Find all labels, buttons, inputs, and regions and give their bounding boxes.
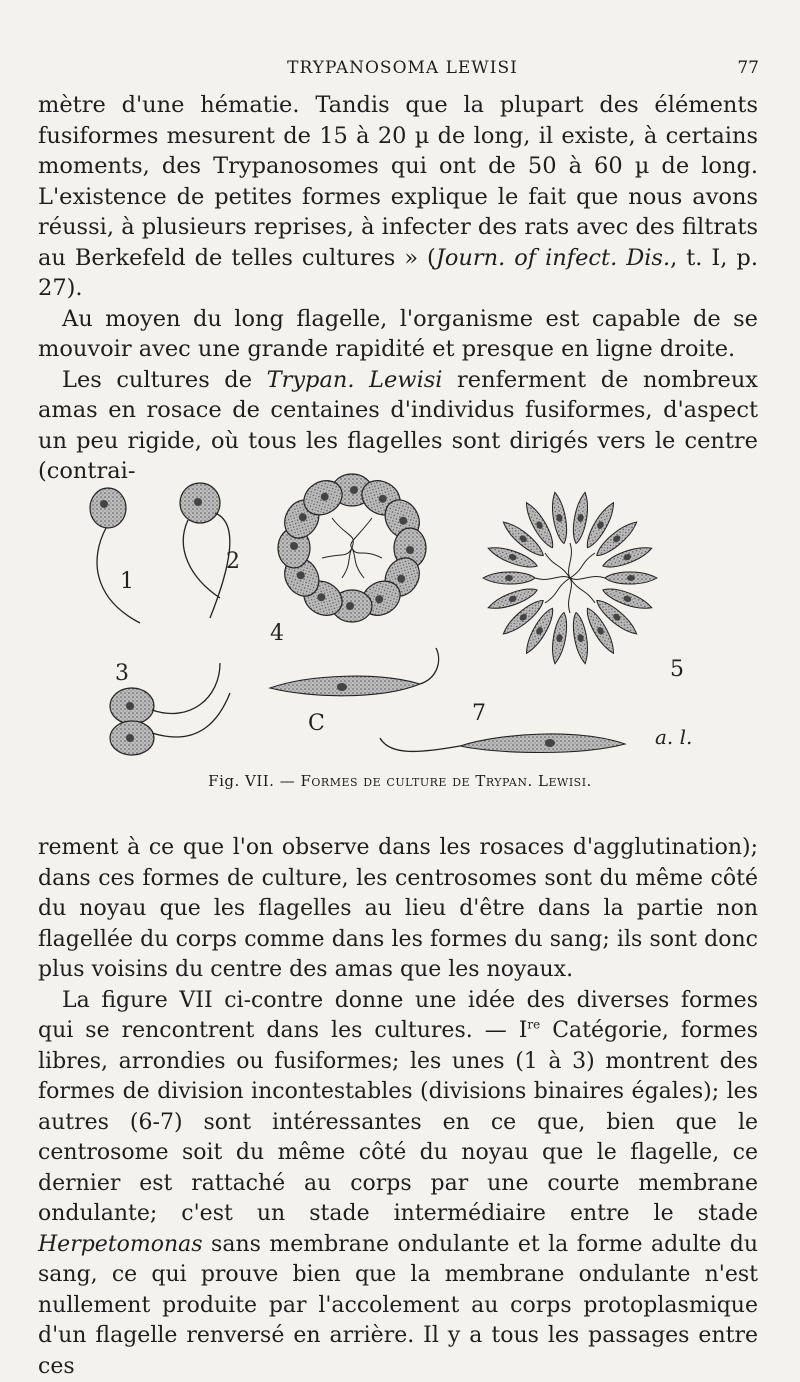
cell-form-7	[380, 734, 625, 753]
running-header	[40, 58, 765, 84]
paragraph-text: Les cultures de	[62, 367, 267, 393]
figure-label-7: 7	[472, 701, 486, 726]
figure-label-5: 5	[670, 657, 684, 682]
figure-vii-illustration	[80, 448, 730, 768]
word-space	[355, 367, 370, 393]
cell-form-5-rosette	[483, 491, 657, 664]
genus-name: Trypan.	[267, 367, 355, 393]
figure-label-2: 2	[226, 549, 240, 574]
species-name: Lewisi	[369, 367, 442, 393]
genus-name: Herpetomonas	[38, 1232, 203, 1257]
paragraph-text: , t. I, p. 27).	[38, 245, 758, 302]
journal-citation: Journ. of infect. Dis.	[436, 245, 670, 271]
figure-drawing	[80, 448, 730, 768]
paragraph-flagellum: Au moyen du long flagelle, l'organisme est capable de se mouvoir avec une grande rapidité et presque en ligne droite.	[38, 304, 758, 365]
cell-form-4-rosette	[278, 474, 426, 622]
caption-prefix: Fig. VII. —	[208, 772, 300, 790]
cell-form-6	[270, 648, 439, 696]
text-block-top	[38, 90, 758, 487]
paragraph-text: La figure VII ci-contre donne une idée des diverses formes qui se rencontrent dans les cultures. — I	[38, 988, 758, 1044]
paragraph-figure-description	[38, 986, 758, 1382]
running-title: TRYPANOSOMA LEWISI	[40, 58, 765, 78]
figure-label-3: 3	[115, 661, 129, 686]
paragraph-rosette-comparison: rement à ce que l'on observe dans les rosaces d'agglutination); dans ces formes de culture, les centrosomes sont du même côté du noyau que les flagelles au lieu d'être dans la partie non flagellée du corps comme dans les formes du sang; ils sont donc plus voisins du centre des amas que les noyaux.	[38, 833, 758, 986]
caption-text: Formes de culture de Trypan. Lewisi.	[301, 772, 592, 790]
cell-form-1	[90, 488, 140, 623]
paragraph-text: sans membrane ondulante et la forme adulte du sang, ce qui prouve bien que la membrane ondulante n'est nullement produite par l'accolement au corps protoplasmique d'un flagelle renversé en arrière. Il y a tous les passages entre ces	[38, 1232, 758, 1379]
paragraph-text: mètre d'une hématie. Tandis que la plupart des éléments fusiformes mesurent de 15 à 20 µ de long, il existe, à certains moments, des Trypanosomes qui ont de 50 à 60 µ de long. L'existence de petites formes explique le fait que nous avons réussi, à plusieurs reprises, à infecter des rats avec des filtrats au Berkefeld de telles cultures » (	[38, 92, 758, 271]
paragraph-text: renferment de nombreux amas en rosace de centaines d'individus fusiformes, d'aspect un peu rigide, où tous les flagelles sont dirigés vers le centre (contrai-	[38, 367, 758, 485]
artist-signature: a. l.	[655, 725, 692, 749]
cell-form-2	[180, 483, 230, 618]
figure-caption	[0, 772, 800, 790]
paragraph-text: Catégorie, formes libres, arrondies ou fusiformes; les unes (1 à 3) montrent des formes de division incontestables (divisions binaires égales); les autres (6-7) sont intéressantes en ce que, bien que le centrosome soit du même côté du noyau que le flagelle, ce dernier est rattaché au corps par une courte membrane ondulante; c'est un stade intermédiaire entre le stade	[38, 1018, 758, 1226]
page-number: 77	[737, 58, 759, 78]
figure-label-4: 4	[270, 621, 284, 646]
figure-label-6: C	[308, 711, 325, 736]
figure-label-1: 1	[120, 569, 134, 594]
ordinal-superscript: re	[527, 1018, 540, 1032]
text-block-bottom	[38, 833, 758, 1382]
paragraph-continued	[38, 90, 758, 304]
